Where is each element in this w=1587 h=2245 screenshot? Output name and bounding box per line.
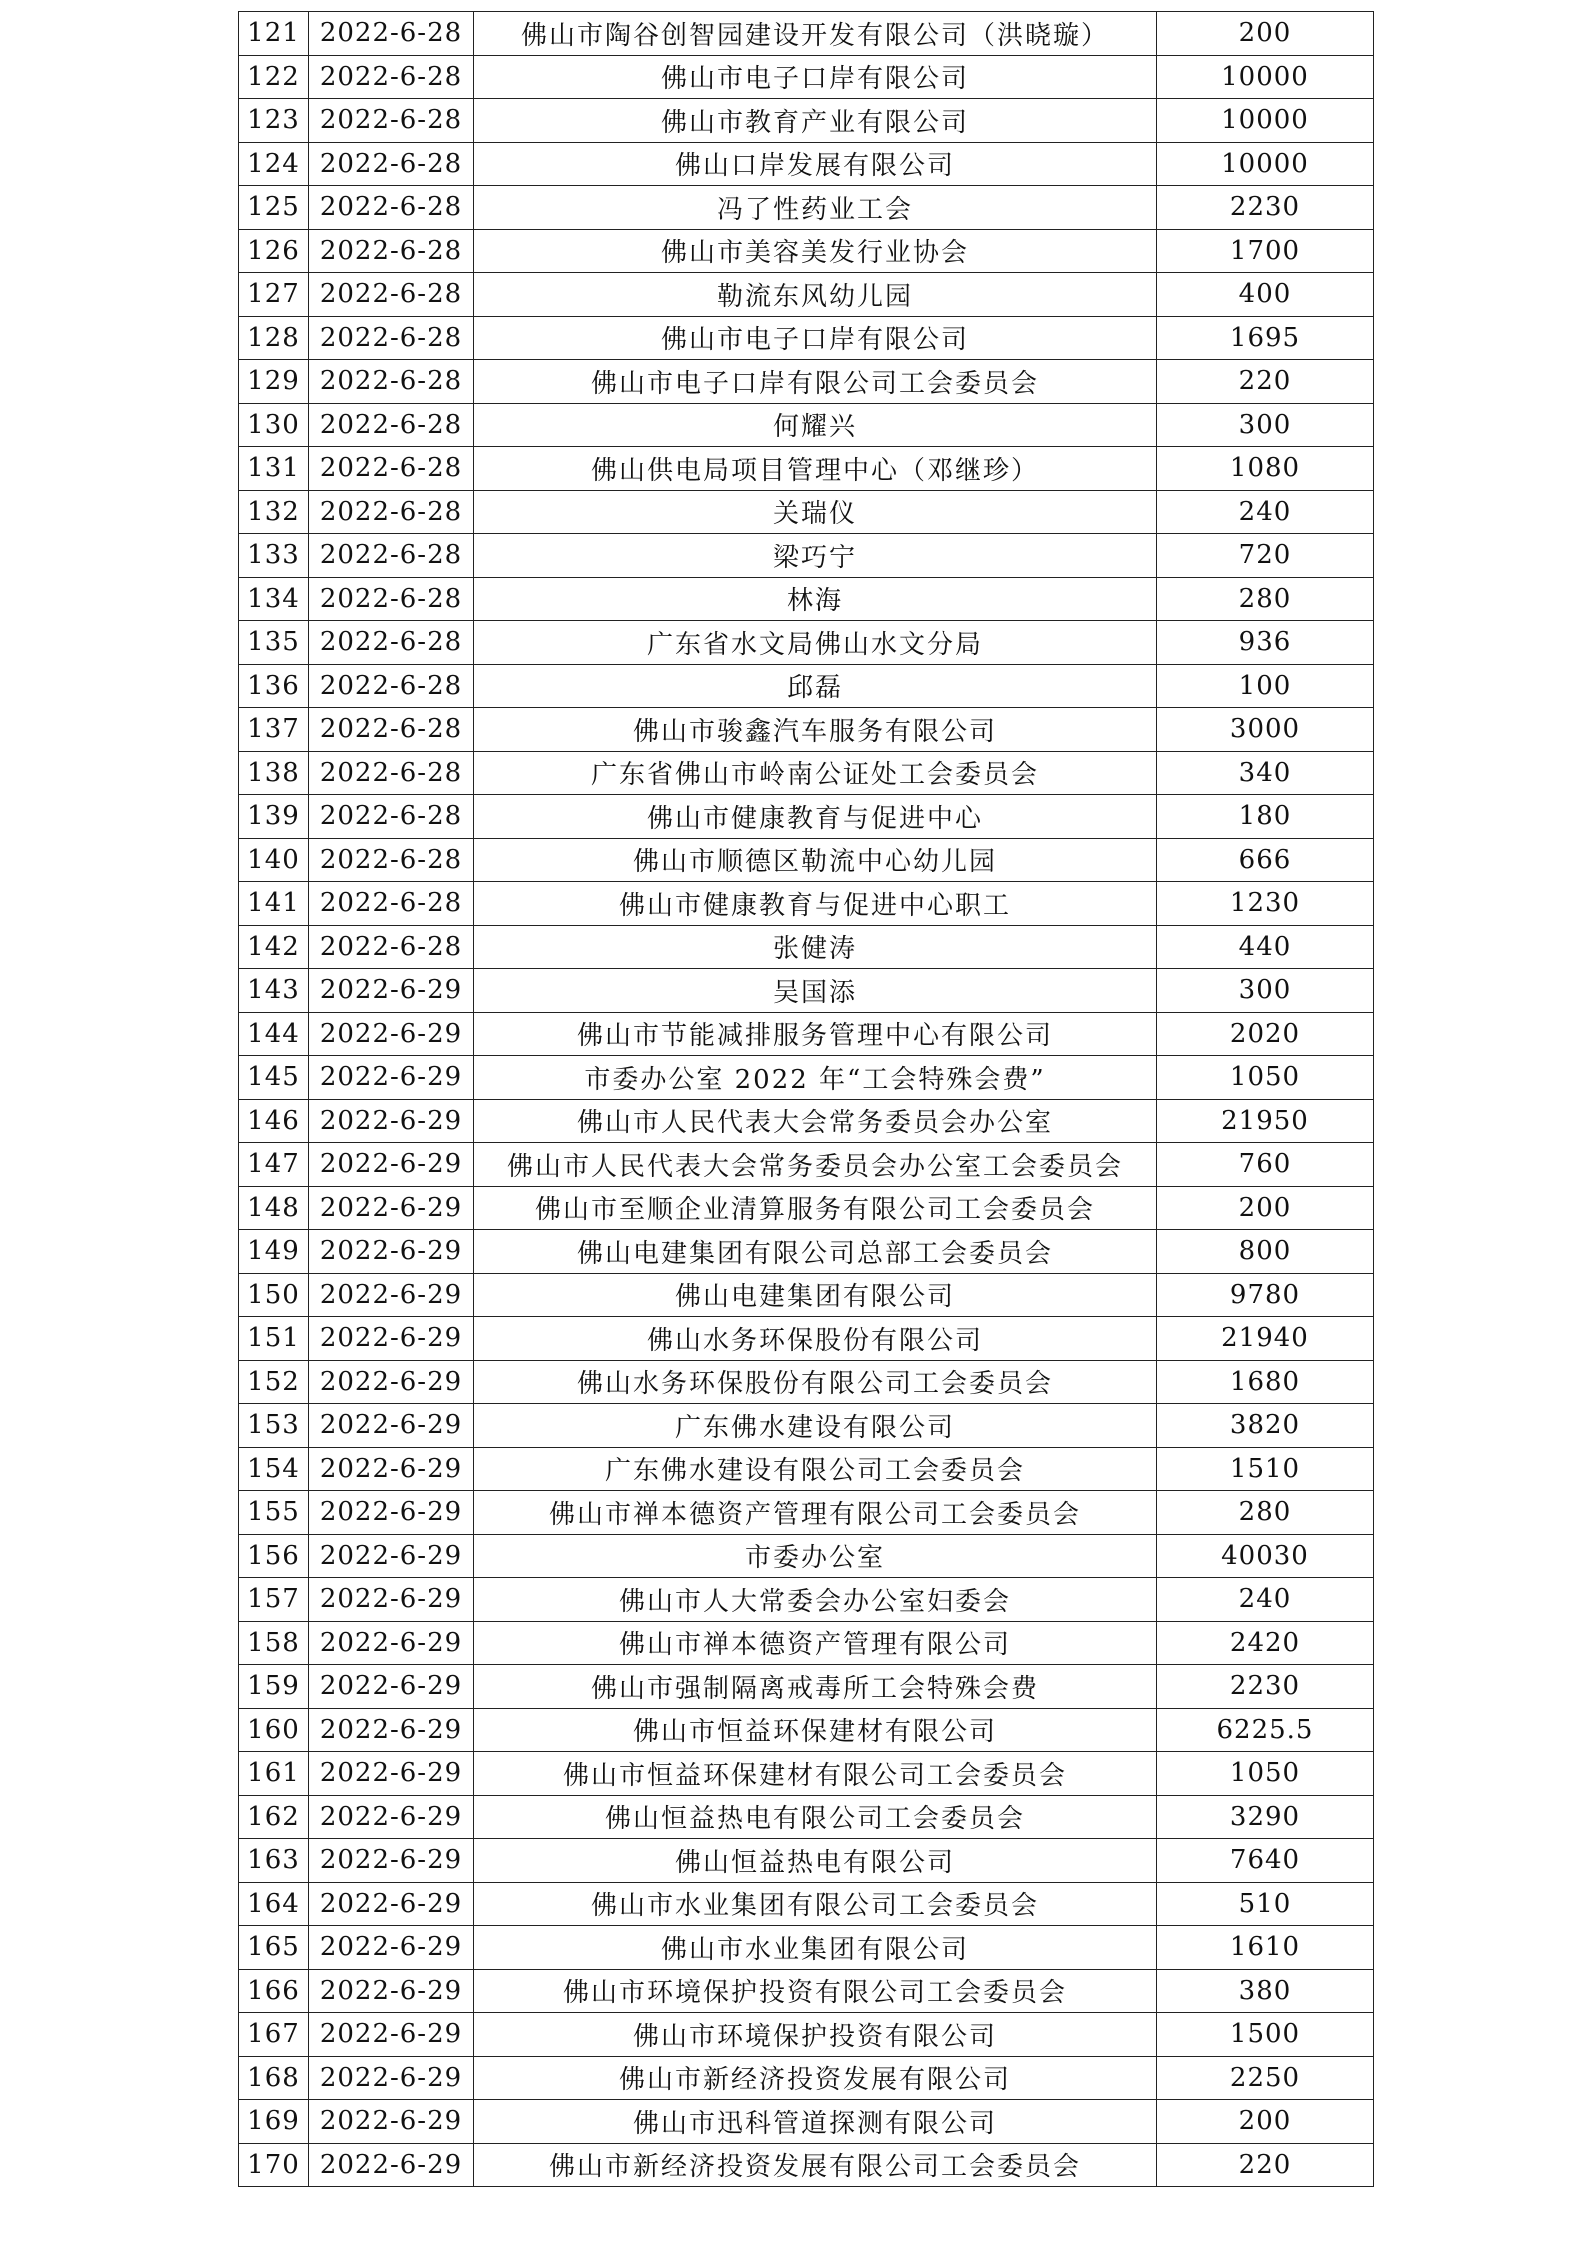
row-number-cell: 149 <box>239 1230 309 1274</box>
table-row <box>239 273 1374 317</box>
donor-name-cell: 市委办公室 2022 年“工会特殊会费” <box>474 1056 1157 1100</box>
table-row <box>239 1795 1374 1839</box>
donor-name-cell: 佛山市新经济投资发展有限公司工会委员会 <box>474 2143 1157 2187</box>
amount-cell: 10000 <box>1157 99 1374 143</box>
date-cell: 2022-6-28 <box>309 838 474 882</box>
amount-cell: 2230 <box>1157 1665 1374 1709</box>
table-row <box>239 403 1374 447</box>
date-cell: 2022-6-29 <box>309 1056 474 1100</box>
amount-cell: 180 <box>1157 795 1374 839</box>
date-cell: 2022-6-29 <box>309 1491 474 1535</box>
table-row <box>239 2056 1374 2100</box>
donor-name-cell: 勒流东风幼儿园 <box>474 273 1157 317</box>
date-cell: 2022-6-29 <box>309 1360 474 1404</box>
date-cell: 2022-6-28 <box>309 99 474 143</box>
row-number-cell: 145 <box>239 1056 309 1100</box>
row-number-cell: 130 <box>239 403 309 447</box>
donor-name-cell: 佛山市恒益环保建材有限公司 <box>474 1708 1157 1752</box>
date-cell: 2022-6-28 <box>309 273 474 317</box>
amount-cell: 280 <box>1157 1491 1374 1535</box>
row-number-cell: 140 <box>239 838 309 882</box>
date-cell: 2022-6-29 <box>309 1882 474 1926</box>
table-row <box>239 1447 1374 1491</box>
donor-name-cell: 佛山市禅本德资产管理有限公司 <box>474 1621 1157 1665</box>
donor-name-cell: 佛山市电子口岸有限公司工会委员会 <box>474 360 1157 404</box>
row-number-cell: 151 <box>239 1317 309 1361</box>
table-row <box>239 1578 1374 1622</box>
table-row <box>239 534 1374 578</box>
amount-cell: 1510 <box>1157 1447 1374 1491</box>
date-cell: 2022-6-29 <box>309 1447 474 1491</box>
date-cell: 2022-6-28 <box>309 490 474 534</box>
donor-name-cell: 佛山恒益热电有限公司工会委员会 <box>474 1795 1157 1839</box>
row-number-cell: 166 <box>239 1969 309 2013</box>
date-cell: 2022-6-29 <box>309 2100 474 2144</box>
amount-cell: 510 <box>1157 1882 1374 1926</box>
table-row <box>239 1360 1374 1404</box>
table-row <box>239 577 1374 621</box>
donor-name-cell: 关瑞仪 <box>474 490 1157 534</box>
row-number-cell: 146 <box>239 1099 309 1143</box>
date-cell: 2022-6-29 <box>309 1969 474 2013</box>
row-number-cell: 139 <box>239 795 309 839</box>
table-row <box>239 1099 1374 1143</box>
donor-name-cell: 佛山市环境保护投资有限公司工会委员会 <box>474 1969 1157 2013</box>
donor-name-cell: 佛山市水业集团有限公司 <box>474 1926 1157 1970</box>
amount-cell: 2020 <box>1157 1012 1374 1056</box>
amount-cell: 1695 <box>1157 316 1374 360</box>
date-cell: 2022-6-29 <box>309 1795 474 1839</box>
table-row <box>239 1969 1374 2013</box>
table-row <box>239 1926 1374 1970</box>
row-number-cell: 167 <box>239 2013 309 2057</box>
row-number-cell: 164 <box>239 1882 309 1926</box>
row-number-cell: 159 <box>239 1665 309 1709</box>
date-cell: 2022-6-29 <box>309 1578 474 1622</box>
row-number-cell: 148 <box>239 1186 309 1230</box>
amount-cell: 2250 <box>1157 2056 1374 2100</box>
date-cell: 2022-6-29 <box>309 1752 474 1796</box>
amount-cell: 3000 <box>1157 708 1374 752</box>
table-row <box>239 1186 1374 1230</box>
date-cell: 2022-6-28 <box>309 316 474 360</box>
donor-name-cell: 佛山市禅本德资产管理有限公司工会委员会 <box>474 1491 1157 1535</box>
row-number-cell: 135 <box>239 621 309 665</box>
amount-cell: 800 <box>1157 1230 1374 1274</box>
date-cell: 2022-6-28 <box>309 360 474 404</box>
date-cell: 2022-6-29 <box>309 1534 474 1578</box>
donor-name-cell: 佛山市水业集团有限公司工会委员会 <box>474 1882 1157 1926</box>
amount-cell: 220 <box>1157 2143 1374 2187</box>
amount-cell: 7640 <box>1157 1839 1374 1883</box>
table-row <box>239 99 1374 143</box>
row-number-cell: 121 <box>239 12 309 56</box>
date-cell: 2022-6-28 <box>309 403 474 447</box>
amount-cell: 1610 <box>1157 1926 1374 1970</box>
table-row <box>239 186 1374 230</box>
donor-name-cell: 何耀兴 <box>474 403 1157 447</box>
donor-name-cell: 林海 <box>474 577 1157 621</box>
table-row <box>239 490 1374 534</box>
amount-cell: 220 <box>1157 360 1374 404</box>
donor-name-cell: 佛山市人大常委会办公室妇委会 <box>474 1578 1157 1622</box>
donor-name-cell: 佛山市至顺企业清算服务有限公司工会委员会 <box>474 1186 1157 1230</box>
date-cell: 2022-6-29 <box>309 1665 474 1709</box>
donor-name-cell: 佛山电建集团有限公司总部工会委员会 <box>474 1230 1157 1274</box>
row-number-cell: 137 <box>239 708 309 752</box>
row-number-cell: 138 <box>239 751 309 795</box>
donor-name-cell: 佛山市健康教育与促进中心 <box>474 795 1157 839</box>
donor-name-cell: 佛山市电子口岸有限公司 <box>474 55 1157 99</box>
amount-cell: 2230 <box>1157 186 1374 230</box>
date-cell: 2022-6-29 <box>309 1230 474 1274</box>
date-cell: 2022-6-29 <box>309 1099 474 1143</box>
donation-table <box>238 11 1374 2187</box>
amount-cell: 100 <box>1157 664 1374 708</box>
amount-cell: 10000 <box>1157 55 1374 99</box>
donor-name-cell: 张健涛 <box>474 925 1157 969</box>
row-number-cell: 124 <box>239 142 309 186</box>
row-number-cell: 141 <box>239 882 309 926</box>
date-cell: 2022-6-29 <box>309 1839 474 1883</box>
donor-name-cell: 佛山水务环保股份有限公司工会委员会 <box>474 1360 1157 1404</box>
date-cell: 2022-6-29 <box>309 1143 474 1187</box>
table-row <box>239 1839 1374 1883</box>
amount-cell: 440 <box>1157 925 1374 969</box>
row-number-cell: 128 <box>239 316 309 360</box>
table-row <box>239 360 1374 404</box>
table-row <box>239 2143 1374 2187</box>
table-row <box>239 751 1374 795</box>
date-cell: 2022-6-29 <box>309 2056 474 2100</box>
table-row <box>239 1752 1374 1796</box>
amount-cell: 760 <box>1157 1143 1374 1187</box>
donor-name-cell: 佛山口岸发展有限公司 <box>474 142 1157 186</box>
donor-name-cell: 佛山市恒益环保建材有限公司工会委员会 <box>474 1752 1157 1796</box>
table-row <box>239 1491 1374 1535</box>
donor-name-cell: 广东省水文局佛山水文分局 <box>474 621 1157 665</box>
row-number-cell: 147 <box>239 1143 309 1187</box>
row-number-cell: 152 <box>239 1360 309 1404</box>
table-row <box>239 621 1374 665</box>
table-row <box>239 1273 1374 1317</box>
amount-cell: 936 <box>1157 621 1374 665</box>
date-cell: 2022-6-28 <box>309 142 474 186</box>
row-number-cell: 160 <box>239 1708 309 1752</box>
amount-cell: 1680 <box>1157 1360 1374 1404</box>
donor-name-cell: 佛山市新经济投资发展有限公司 <box>474 2056 1157 2100</box>
date-cell: 2022-6-28 <box>309 447 474 491</box>
donor-name-cell: 吴国添 <box>474 969 1157 1013</box>
row-number-cell: 162 <box>239 1795 309 1839</box>
donor-name-cell: 佛山市健康教育与促进中心职工 <box>474 882 1157 926</box>
row-number-cell: 165 <box>239 1926 309 1970</box>
amount-cell: 21950 <box>1157 1099 1374 1143</box>
table-row <box>239 1621 1374 1665</box>
date-cell: 2022-6-28 <box>309 621 474 665</box>
row-number-cell: 156 <box>239 1534 309 1578</box>
amount-cell: 240 <box>1157 490 1374 534</box>
amount-cell: 400 <box>1157 273 1374 317</box>
table-row <box>239 795 1374 839</box>
row-number-cell: 132 <box>239 490 309 534</box>
donor-name-cell: 佛山市人民代表大会常务委员会办公室工会委员会 <box>474 1143 1157 1187</box>
row-number-cell: 170 <box>239 2143 309 2187</box>
amount-cell: 1230 <box>1157 882 1374 926</box>
donor-name-cell: 广东佛水建设有限公司 <box>474 1404 1157 1448</box>
table-row <box>239 1708 1374 1752</box>
donor-name-cell: 佛山市美容美发行业协会 <box>474 229 1157 273</box>
donor-name-cell: 佛山市电子口岸有限公司 <box>474 316 1157 360</box>
amount-cell: 380 <box>1157 1969 1374 2013</box>
date-cell: 2022-6-29 <box>309 1317 474 1361</box>
table-row <box>239 229 1374 273</box>
date-cell: 2022-6-29 <box>309 1273 474 1317</box>
amount-cell: 9780 <box>1157 1273 1374 1317</box>
row-number-cell: 157 <box>239 1578 309 1622</box>
date-cell: 2022-6-28 <box>309 882 474 926</box>
amount-cell: 240 <box>1157 1578 1374 1622</box>
date-cell: 2022-6-29 <box>309 2013 474 2057</box>
donor-name-cell: 佛山电建集团有限公司 <box>474 1273 1157 1317</box>
amount-cell: 6225.5 <box>1157 1708 1374 1752</box>
row-number-cell: 123 <box>239 99 309 143</box>
row-number-cell: 136 <box>239 664 309 708</box>
amount-cell: 340 <box>1157 751 1374 795</box>
amount-cell: 666 <box>1157 838 1374 882</box>
donor-name-cell: 佛山市陶谷创智园建设开发有限公司（洪晓璇） <box>474 12 1157 56</box>
table-row <box>239 664 1374 708</box>
donor-name-cell: 冯了性药业工会 <box>474 186 1157 230</box>
row-number-cell: 131 <box>239 447 309 491</box>
table-row <box>239 708 1374 752</box>
table-row <box>239 925 1374 969</box>
donor-name-cell: 佛山市顺德区勒流中心幼儿园 <box>474 838 1157 882</box>
row-number-cell: 126 <box>239 229 309 273</box>
row-number-cell: 122 <box>239 55 309 99</box>
amount-cell: 280 <box>1157 577 1374 621</box>
donor-name-cell: 广东佛水建设有限公司工会委员会 <box>474 1447 1157 1491</box>
date-cell: 2022-6-29 <box>309 1708 474 1752</box>
date-cell: 2022-6-28 <box>309 664 474 708</box>
row-number-cell: 150 <box>239 1273 309 1317</box>
date-cell: 2022-6-28 <box>309 708 474 752</box>
table-row <box>239 1143 1374 1187</box>
row-number-cell: 155 <box>239 1491 309 1535</box>
row-number-cell: 168 <box>239 2056 309 2100</box>
date-cell: 2022-6-28 <box>309 55 474 99</box>
date-cell: 2022-6-29 <box>309 1404 474 1448</box>
donor-name-cell: 佛山恒益热电有限公司 <box>474 1839 1157 1883</box>
row-number-cell: 142 <box>239 925 309 969</box>
amount-cell: 10000 <box>1157 142 1374 186</box>
date-cell: 2022-6-28 <box>309 925 474 969</box>
date-cell: 2022-6-28 <box>309 229 474 273</box>
donor-name-cell: 市委办公室 <box>474 1534 1157 1578</box>
table-row <box>239 2013 1374 2057</box>
amount-cell: 720 <box>1157 534 1374 578</box>
table-row <box>239 1534 1374 1578</box>
row-number-cell: 163 <box>239 1839 309 1883</box>
date-cell: 2022-6-29 <box>309 969 474 1013</box>
amount-cell: 40030 <box>1157 1534 1374 1578</box>
date-cell: 2022-6-28 <box>309 12 474 56</box>
table-row <box>239 1882 1374 1926</box>
date-cell: 2022-6-29 <box>309 1012 474 1056</box>
table-row <box>239 1404 1374 1448</box>
donor-name-cell: 佛山供电局项目管理中心（邓继珍） <box>474 447 1157 491</box>
amount-cell: 1700 <box>1157 229 1374 273</box>
table-row <box>239 12 1374 56</box>
donor-name-cell: 佛山市节能减排服务管理中心有限公司 <box>474 1012 1157 1056</box>
donor-name-cell: 佛山市迅科管道探测有限公司 <box>474 2100 1157 2144</box>
row-number-cell: 144 <box>239 1012 309 1056</box>
row-number-cell: 125 <box>239 186 309 230</box>
donor-name-cell: 佛山市教育产业有限公司 <box>474 99 1157 143</box>
table-row <box>239 55 1374 99</box>
donor-name-cell: 佛山市环境保护投资有限公司 <box>474 2013 1157 2057</box>
row-number-cell: 158 <box>239 1621 309 1665</box>
table-row <box>239 1056 1374 1100</box>
amount-cell: 21940 <box>1157 1317 1374 1361</box>
date-cell: 2022-6-28 <box>309 577 474 621</box>
row-number-cell: 143 <box>239 969 309 1013</box>
row-number-cell: 161 <box>239 1752 309 1796</box>
amount-cell: 300 <box>1157 969 1374 1013</box>
date-cell: 2022-6-28 <box>309 795 474 839</box>
row-number-cell: 169 <box>239 2100 309 2144</box>
amount-cell: 200 <box>1157 12 1374 56</box>
amount-cell: 3290 <box>1157 1795 1374 1839</box>
amount-cell: 300 <box>1157 403 1374 447</box>
table-row <box>239 447 1374 491</box>
donor-name-cell: 梁巧宁 <box>474 534 1157 578</box>
date-cell: 2022-6-28 <box>309 751 474 795</box>
date-cell: 2022-6-28 <box>309 186 474 230</box>
table-row <box>239 2100 1374 2144</box>
amount-cell: 200 <box>1157 2100 1374 2144</box>
date-cell: 2022-6-29 <box>309 1186 474 1230</box>
table-row <box>239 838 1374 882</box>
table-row <box>239 142 1374 186</box>
row-number-cell: 154 <box>239 1447 309 1491</box>
table-row <box>239 316 1374 360</box>
table-row <box>239 1012 1374 1056</box>
donor-name-cell: 佛山水务环保股份有限公司 <box>474 1317 1157 1361</box>
row-number-cell: 129 <box>239 360 309 404</box>
date-cell: 2022-6-29 <box>309 1621 474 1665</box>
donor-name-cell: 广东省佛山市岭南公证处工会委员会 <box>474 751 1157 795</box>
table-row <box>239 1665 1374 1709</box>
amount-cell: 2420 <box>1157 1621 1374 1665</box>
date-cell: 2022-6-28 <box>309 534 474 578</box>
table-row <box>239 1230 1374 1274</box>
table-row <box>239 969 1374 1013</box>
row-number-cell: 153 <box>239 1404 309 1448</box>
row-number-cell: 133 <box>239 534 309 578</box>
amount-cell: 200 <box>1157 1186 1374 1230</box>
table-body <box>239 12 1374 2187</box>
table-row <box>239 882 1374 926</box>
donor-name-cell: 佛山市骏鑫汽车服务有限公司 <box>474 708 1157 752</box>
donor-name-cell: 佛山市强制隔离戒毒所工会特殊会费 <box>474 1665 1157 1709</box>
table-row <box>239 1317 1374 1361</box>
row-number-cell: 134 <box>239 577 309 621</box>
amount-cell: 1080 <box>1157 447 1374 491</box>
row-number-cell: 127 <box>239 273 309 317</box>
amount-cell: 3820 <box>1157 1404 1374 1448</box>
amount-cell: 1050 <box>1157 1752 1374 1796</box>
date-cell: 2022-6-29 <box>309 2143 474 2187</box>
donor-name-cell: 邱磊 <box>474 664 1157 708</box>
amount-cell: 1050 <box>1157 1056 1374 1100</box>
amount-cell: 1500 <box>1157 2013 1374 2057</box>
date-cell: 2022-6-29 <box>309 1926 474 1970</box>
donor-name-cell: 佛山市人民代表大会常务委员会办公室 <box>474 1099 1157 1143</box>
